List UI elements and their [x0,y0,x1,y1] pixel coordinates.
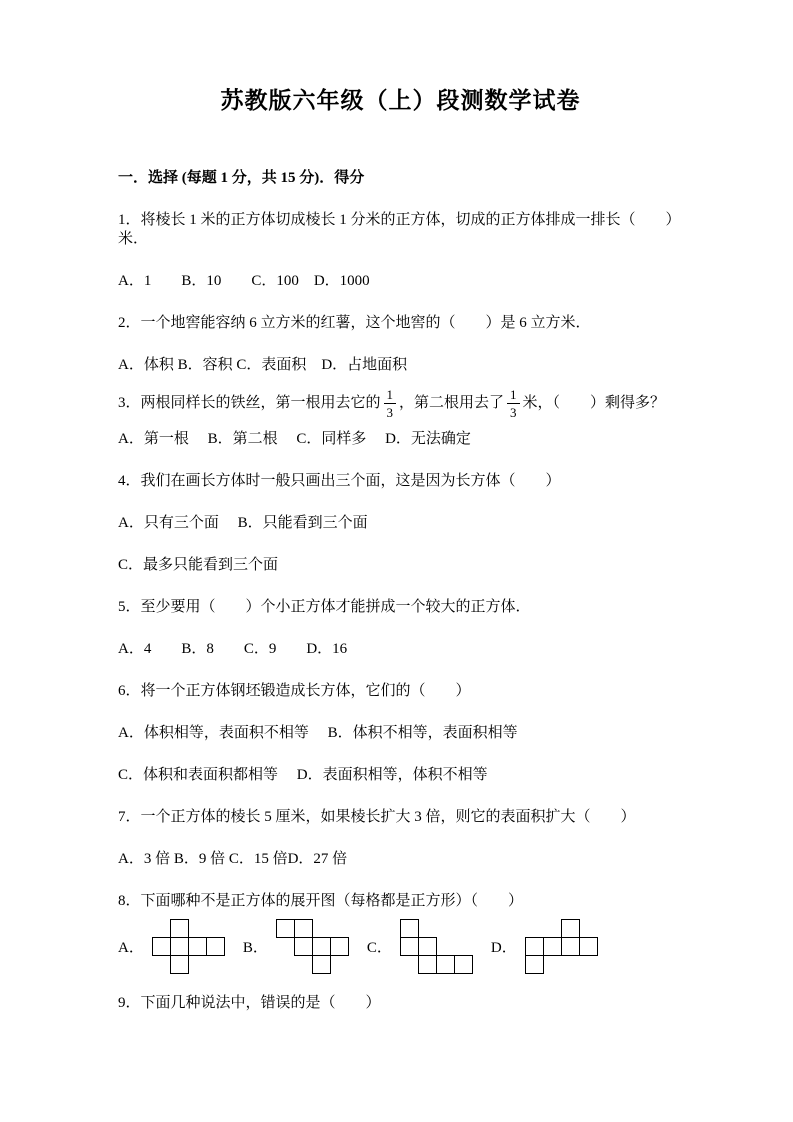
cube-net-grid [152,919,225,974]
question-3-text-middle: ，第二根用去了 [399,395,505,411]
question-3-text-after: 米，（ ）剩得多？ [522,395,666,411]
question-2-options: A．体积 B．容积 C．表面积 D．占地面积 [118,357,408,373]
question-6-options-cd: C．体积和表面积都相等 D．表面积相等，体积不相等 [118,767,488,783]
net-cell [436,955,455,974]
question-6-stem: 6．将一个正方体钢坯锻造成长方体，它们的（ ） [118,683,471,699]
fraction-one-third [384,387,397,420]
question-7-options: A．3 倍 B．9 倍 C．15 倍D．27 倍 [118,851,348,867]
question-2-stem: 2．一个地窖能容纳 6 立方米的红薯，这个地窖的（ ）是 6 立方米． [118,315,591,331]
net-cell [525,937,544,956]
net-cell [418,955,437,974]
net-cell [525,955,544,974]
section-header: 一．选择 (每题 1 分，共 15 分)．得分 [118,170,365,186]
net-cell [312,937,331,956]
question-1-options: A．1 B．10 C．100 D．1000 [118,273,370,289]
net-cell [418,937,437,956]
net-cell [330,937,349,956]
fraction-numerator: 1 [507,387,520,404]
question-7-stem: 7．一个正方体的棱长 5 厘米，如果棱长扩大 3 倍，则它的表面积扩大（ ） [118,809,636,825]
question-3-text-before: 3．两根同样长的铁丝，第一根用去它的 [118,395,381,411]
page-title: 苏教版六年级（上）段测数学试卷 [220,87,581,113]
net-cell [579,937,598,956]
net-cell [170,919,189,938]
question-5-stem: 5．至少要用（ ）个小正方体才能拼成一个较大的正方体． [118,599,531,615]
net-cell [152,937,171,956]
net-cell [312,955,331,974]
cube-net-option-a [118,919,225,974]
net-cell [294,937,313,956]
fraction-one-third [507,387,520,420]
question-4-options-c: C．最多只能看到三个面 [118,557,279,573]
net-cell [170,955,189,974]
cube-net-grid [525,919,598,974]
net-option-label: B． [242,940,268,956]
net-cell [170,937,189,956]
fraction-numerator: 1 [384,387,397,404]
net-cell [206,937,225,956]
cube-net-option-d [491,919,598,974]
question-9-stem: 9．下面几种说法中，错误的是（ ） [118,995,381,1011]
net-cell [561,937,580,956]
net-cell [400,937,419,956]
question-3-options: A．第一根 B．第二根 C．同样多 D．无法确定 [118,431,471,447]
question-6-options-ab: A．体积相等，表面积不相等 B．体积不相等，表面积相等 [118,725,518,741]
question-4-options-ab: A．只有三个面 B．只能看到三个面 [118,515,368,531]
question-8-stem: 8．下面哪种不是正方体的展开图（每格都是正方形）（ ） [118,893,524,909]
cube-net-grid [400,919,473,974]
question-4-stem: 4．我们在画长方体时一般只画出三个面，这是因为长方体（ ） [118,473,561,489]
net-cell [400,919,419,938]
net-cell [454,955,473,974]
net-cell [188,937,207,956]
question-5-options: A．4 B．8 C．9 D．16 [118,641,348,657]
cube-nets-row [118,919,683,974]
net-cell [276,919,295,938]
cube-net-grid [276,919,349,974]
net-option-label: C． [366,940,392,956]
cube-net-option-b [243,919,349,974]
net-cell [561,919,580,938]
question-1-stem: 1．将棱长 1 米的正方体切成棱长 1 分米的正方体，切成的正方体排成一排长（ ）米． [118,212,681,247]
fraction-denominator: 3 [510,405,517,420]
net-option-label: D． [490,940,517,956]
net-cell [543,937,562,956]
question-3-stem [118,387,683,420]
cube-net-option-c [367,919,473,974]
net-cell [294,919,313,938]
fraction-denominator: 3 [386,405,394,420]
net-option-label: A． [118,940,144,956]
